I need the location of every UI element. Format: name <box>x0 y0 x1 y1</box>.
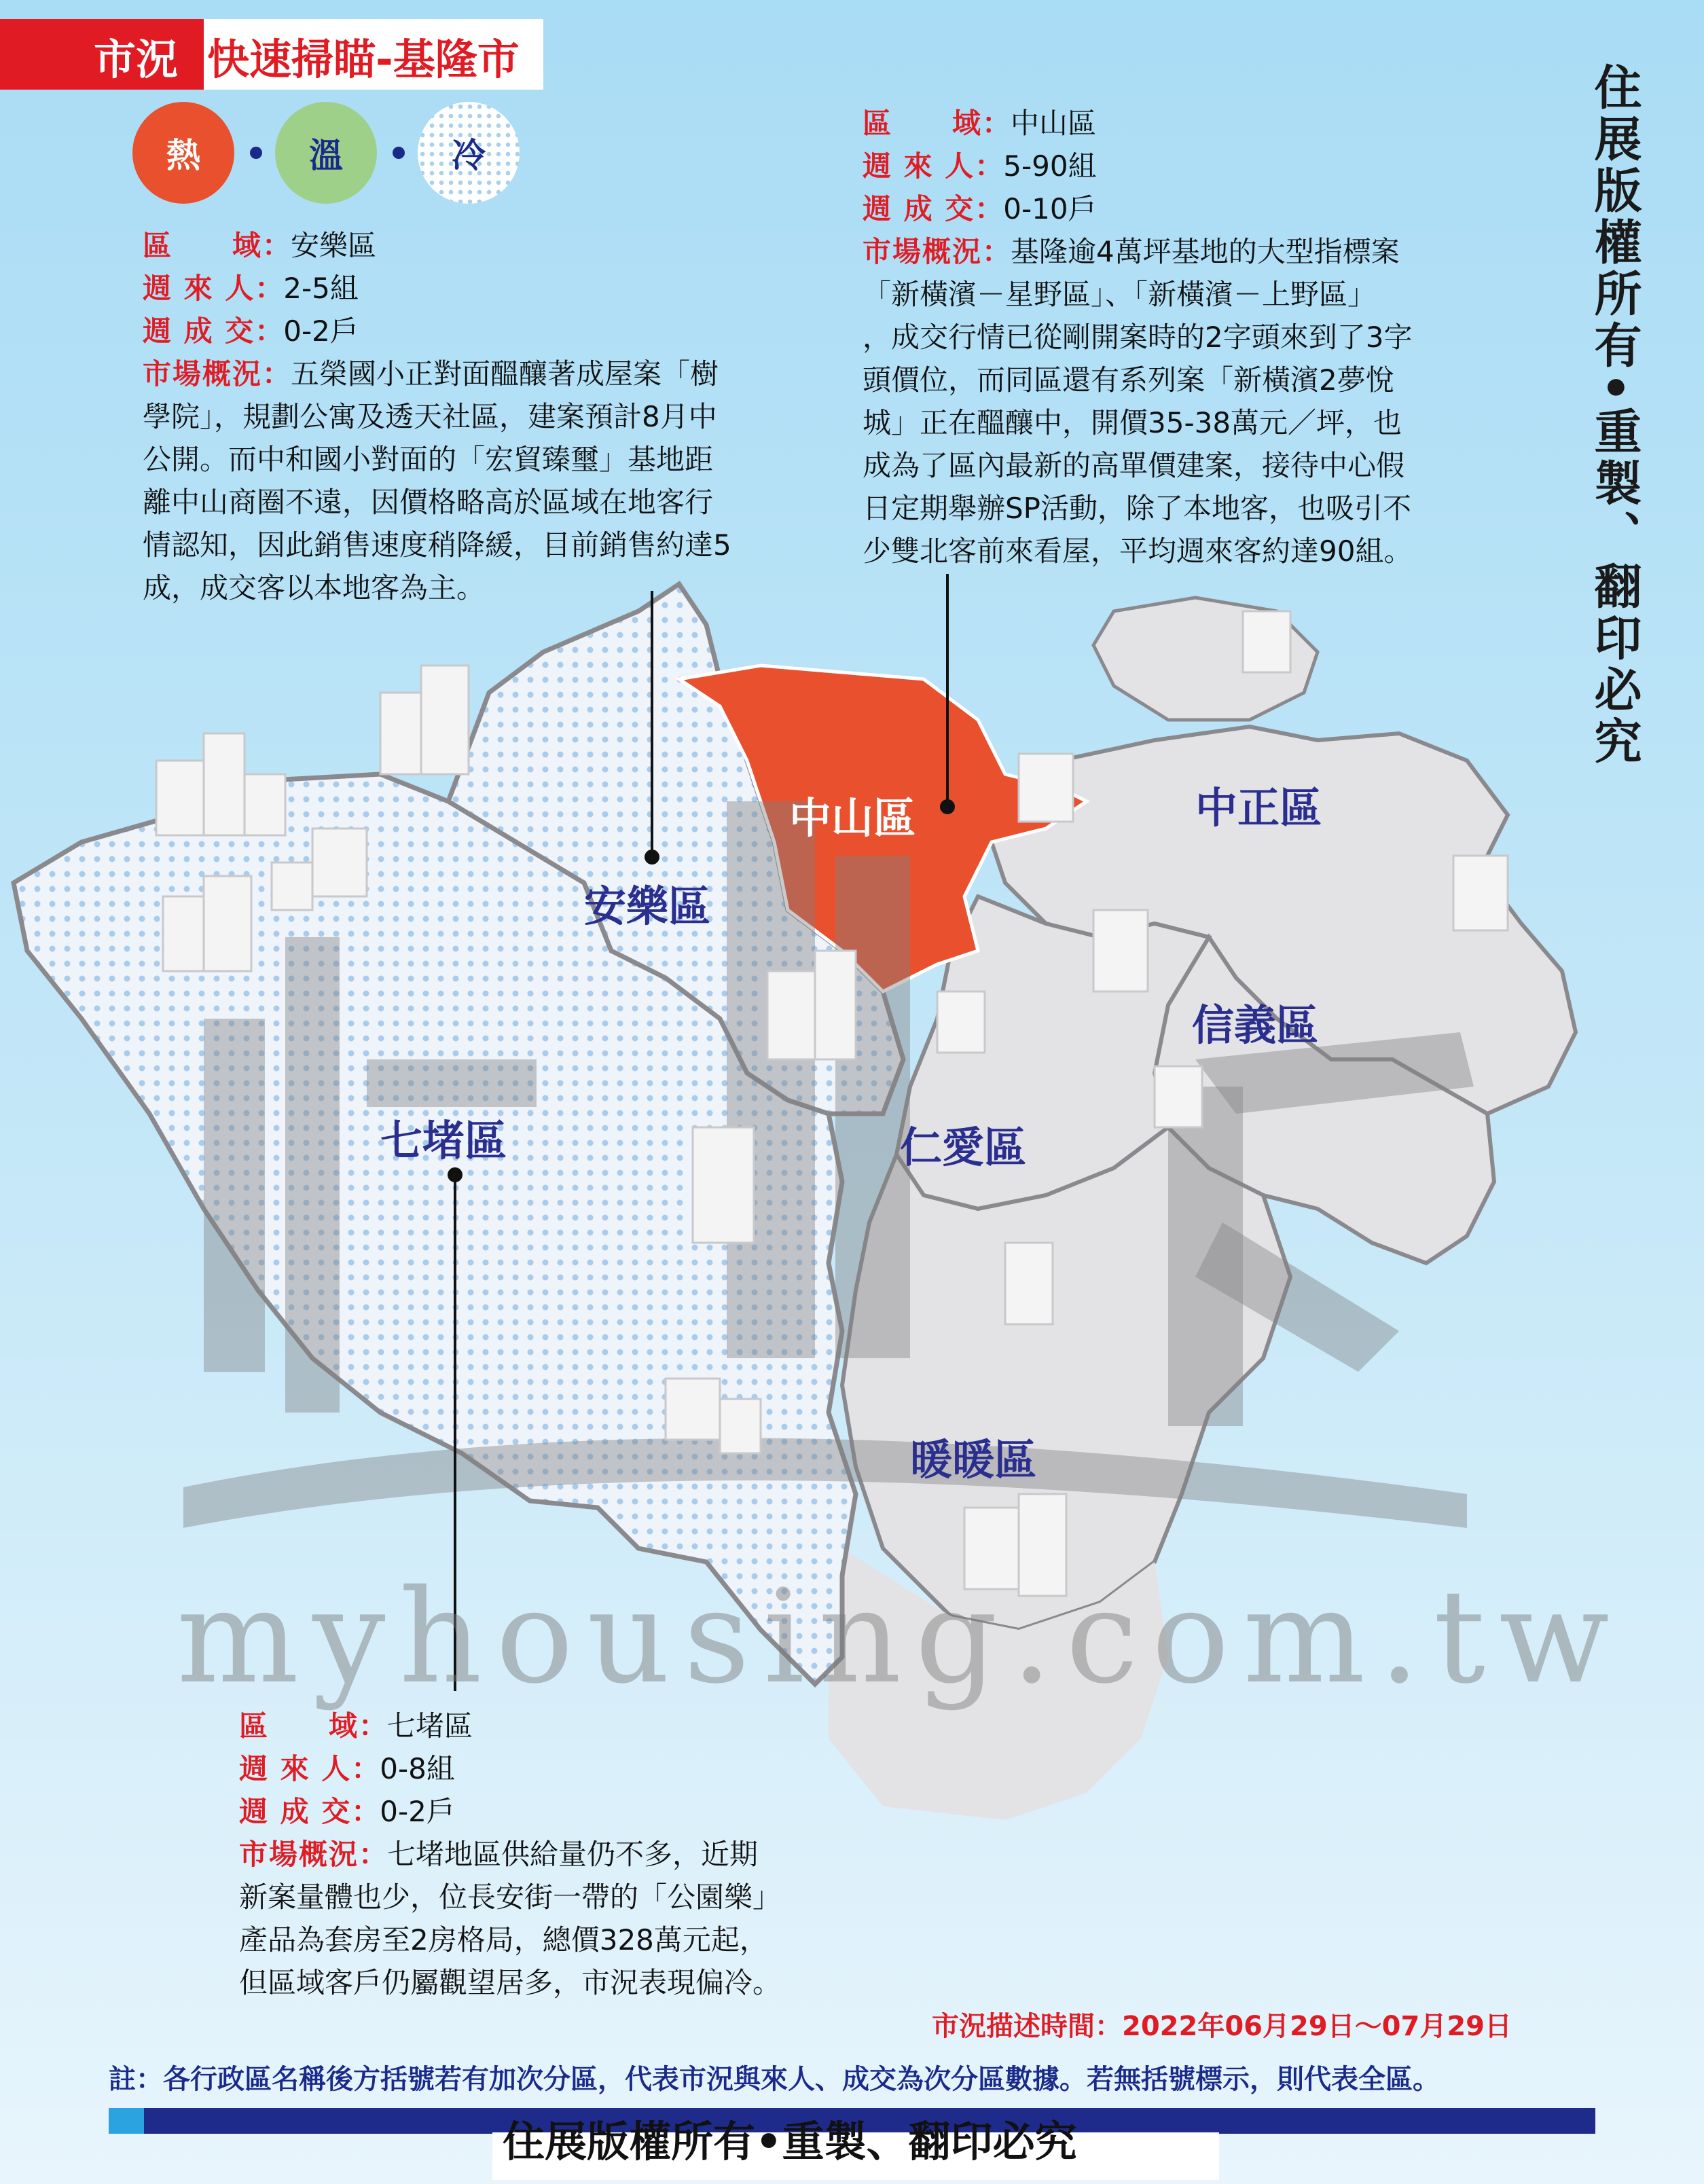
qidu-deals: 0-2戶 <box>380 1795 455 1828</box>
label-weekly-deals: 週 成 交 <box>239 1795 352 1828</box>
label-region: 區 域 <box>143 229 263 262</box>
zhongshan-overview-line: 成為了區內最新的高單價建案，接待中心假 <box>863 449 1405 482</box>
footnote: 註：各行政區名稱後方括號若有加次分區，代表市況與來人、成交為次分區數據。若無括號標示，則代表全區。 <box>109 2064 1440 2095</box>
legend-separator-dot <box>250 147 262 159</box>
label-colon: ： <box>262 229 291 262</box>
zhongshan-region: 中山區 <box>1011 107 1097 140</box>
label-colon: ： <box>359 1838 388 1871</box>
label-overview: 市場概況 <box>239 1838 359 1871</box>
anle-overview-line: 五榮國小正對面醞釀著成屋案「樹 <box>291 357 719 390</box>
zhongshan-deals: 0-10戶 <box>1003 192 1097 225</box>
qidu-overview-line: 產品為套房至2房格局，總價328萬元起， <box>239 1923 768 1956</box>
anle-overview-line: 成，成交客以本地客為主。 <box>143 571 486 604</box>
district-label-nuannuan: 暖暖區 <box>910 1435 1037 1485</box>
zhongshan-overview-line: 頭價位，而同區還有系列案「新橫濱2夢悅 <box>863 363 1394 397</box>
info-block-zhongshan <box>863 102 1474 572</box>
label-colon: ： <box>351 1795 380 1828</box>
page-title: 快速掃瞄-基隆市 <box>207 35 520 84</box>
label-region: 區 域 <box>239 1709 359 1743</box>
heat-legend-cold: 冷 <box>418 102 520 204</box>
vertical-copyright: 住展版權所有•重製、翻印必究 <box>1587 62 1642 768</box>
heat-legend-warm: 溫 <box>275 102 377 204</box>
qidu-region: 七堵區 <box>387 1709 473 1743</box>
label-colon: ： <box>982 107 1011 140</box>
label-region: 區 域 <box>863 107 983 140</box>
watermark-url: myhousing.com.tw <box>177 1562 1623 1712</box>
heat-legend-hot: 熱 <box>132 102 234 204</box>
footer-bar-accent <box>109 2108 144 2134</box>
anle-overview-line: 離中山商圈不遠，因價格略高於區域在地客行 <box>143 486 714 519</box>
district-label-renai: 仁愛區 <box>900 1123 1027 1172</box>
label-weekly-visitors: 週 來 人 <box>239 1752 352 1785</box>
district-label-zhongshan: 中山區 <box>789 793 916 843</box>
legend-separator-dot <box>393 147 405 159</box>
zhongshan-overview-line: 日定期舉辦SP活動，除了本地客，也吸引不 <box>863 492 1411 525</box>
info-block-anle <box>143 224 795 609</box>
label-colon: ： <box>255 314 284 348</box>
anle-overview-line: 公開。而中和國小對面的「宏貿臻璽」基地距 <box>143 443 714 476</box>
info-block-qidu <box>239 1705 850 2004</box>
label-colon: ： <box>975 192 1004 225</box>
qidu-overview-line: 新案量體也少，位長安街一帶的「公園樂」 <box>239 1880 782 1914</box>
label-colon: ： <box>255 272 284 305</box>
zhongshan-overview-line: 基隆逾4萬坪基地的大型指標案 <box>1011 235 1400 268</box>
label-weekly-deals: 週 成 交 <box>143 314 255 348</box>
label-weekly-visitors: 週 來 人 <box>863 149 975 183</box>
district-label-anle: 安樂區 <box>584 881 711 931</box>
label-overview: 市場概況 <box>143 357 263 390</box>
label-colon: ： <box>262 357 291 390</box>
label-colon: ： <box>351 1752 380 1785</box>
survey-time: 市況描述時間：2022年06月29日～07月29日 <box>932 2011 1512 2042</box>
qidu-overview-line: 七堵地區供給量仍不多，近期 <box>387 1838 759 1871</box>
anle-overview-line: 學院」，規劃公寓及透天社區，建案預計8月中 <box>143 400 717 433</box>
label-weekly-deals: 週 成 交 <box>863 192 975 225</box>
label-weekly-visitors: 週 來 人 <box>143 272 255 305</box>
footer-copyright: 住展版權所有•重製、翻印必究 <box>503 2117 1077 2166</box>
zhongshan-overview-line: 少雙北客前來看屋，平均週來客約達90組。 <box>863 534 1413 568</box>
zhongshan-overview-line: ，成交行情已從剛開案時的2字頭來到了3字 <box>863 321 1413 354</box>
qidu-visitors: 0-8組 <box>380 1752 455 1785</box>
anle-overview-line: 情認知，因此銷售速度稍降緩，目前銷售約達5 <box>143 528 731 562</box>
zhongshan-overview-line: 「新橫濱－星野區」、「新橫濱－上野區」 <box>863 278 1377 311</box>
anle-region: 安樂區 <box>291 229 377 262</box>
anle-visitors: 2-5組 <box>283 272 359 305</box>
label-colon: ： <box>975 149 1004 183</box>
district-label-qidu: 七堵區 <box>380 1116 507 1165</box>
qidu-overview-line: 但區域客戶仍屬觀望居多，市況表現偏冷。 <box>239 1966 782 1999</box>
zhongshan-visitors: 5-90組 <box>1003 149 1097 183</box>
title-tag: 市況 <box>94 35 179 84</box>
label-colon: ： <box>982 235 1011 268</box>
anle-deals: 0-2戶 <box>283 314 359 348</box>
zhongshan-overview-line: 城」正在醞釀中，開價35-38萬元／坪，也 <box>863 406 1402 439</box>
district-label-xinyi: 信義區 <box>1192 1000 1319 1050</box>
district-label-zhongzheng: 中正區 <box>1195 783 1322 833</box>
label-colon: ： <box>359 1709 388 1743</box>
label-overview: 市場概況 <box>863 235 983 268</box>
